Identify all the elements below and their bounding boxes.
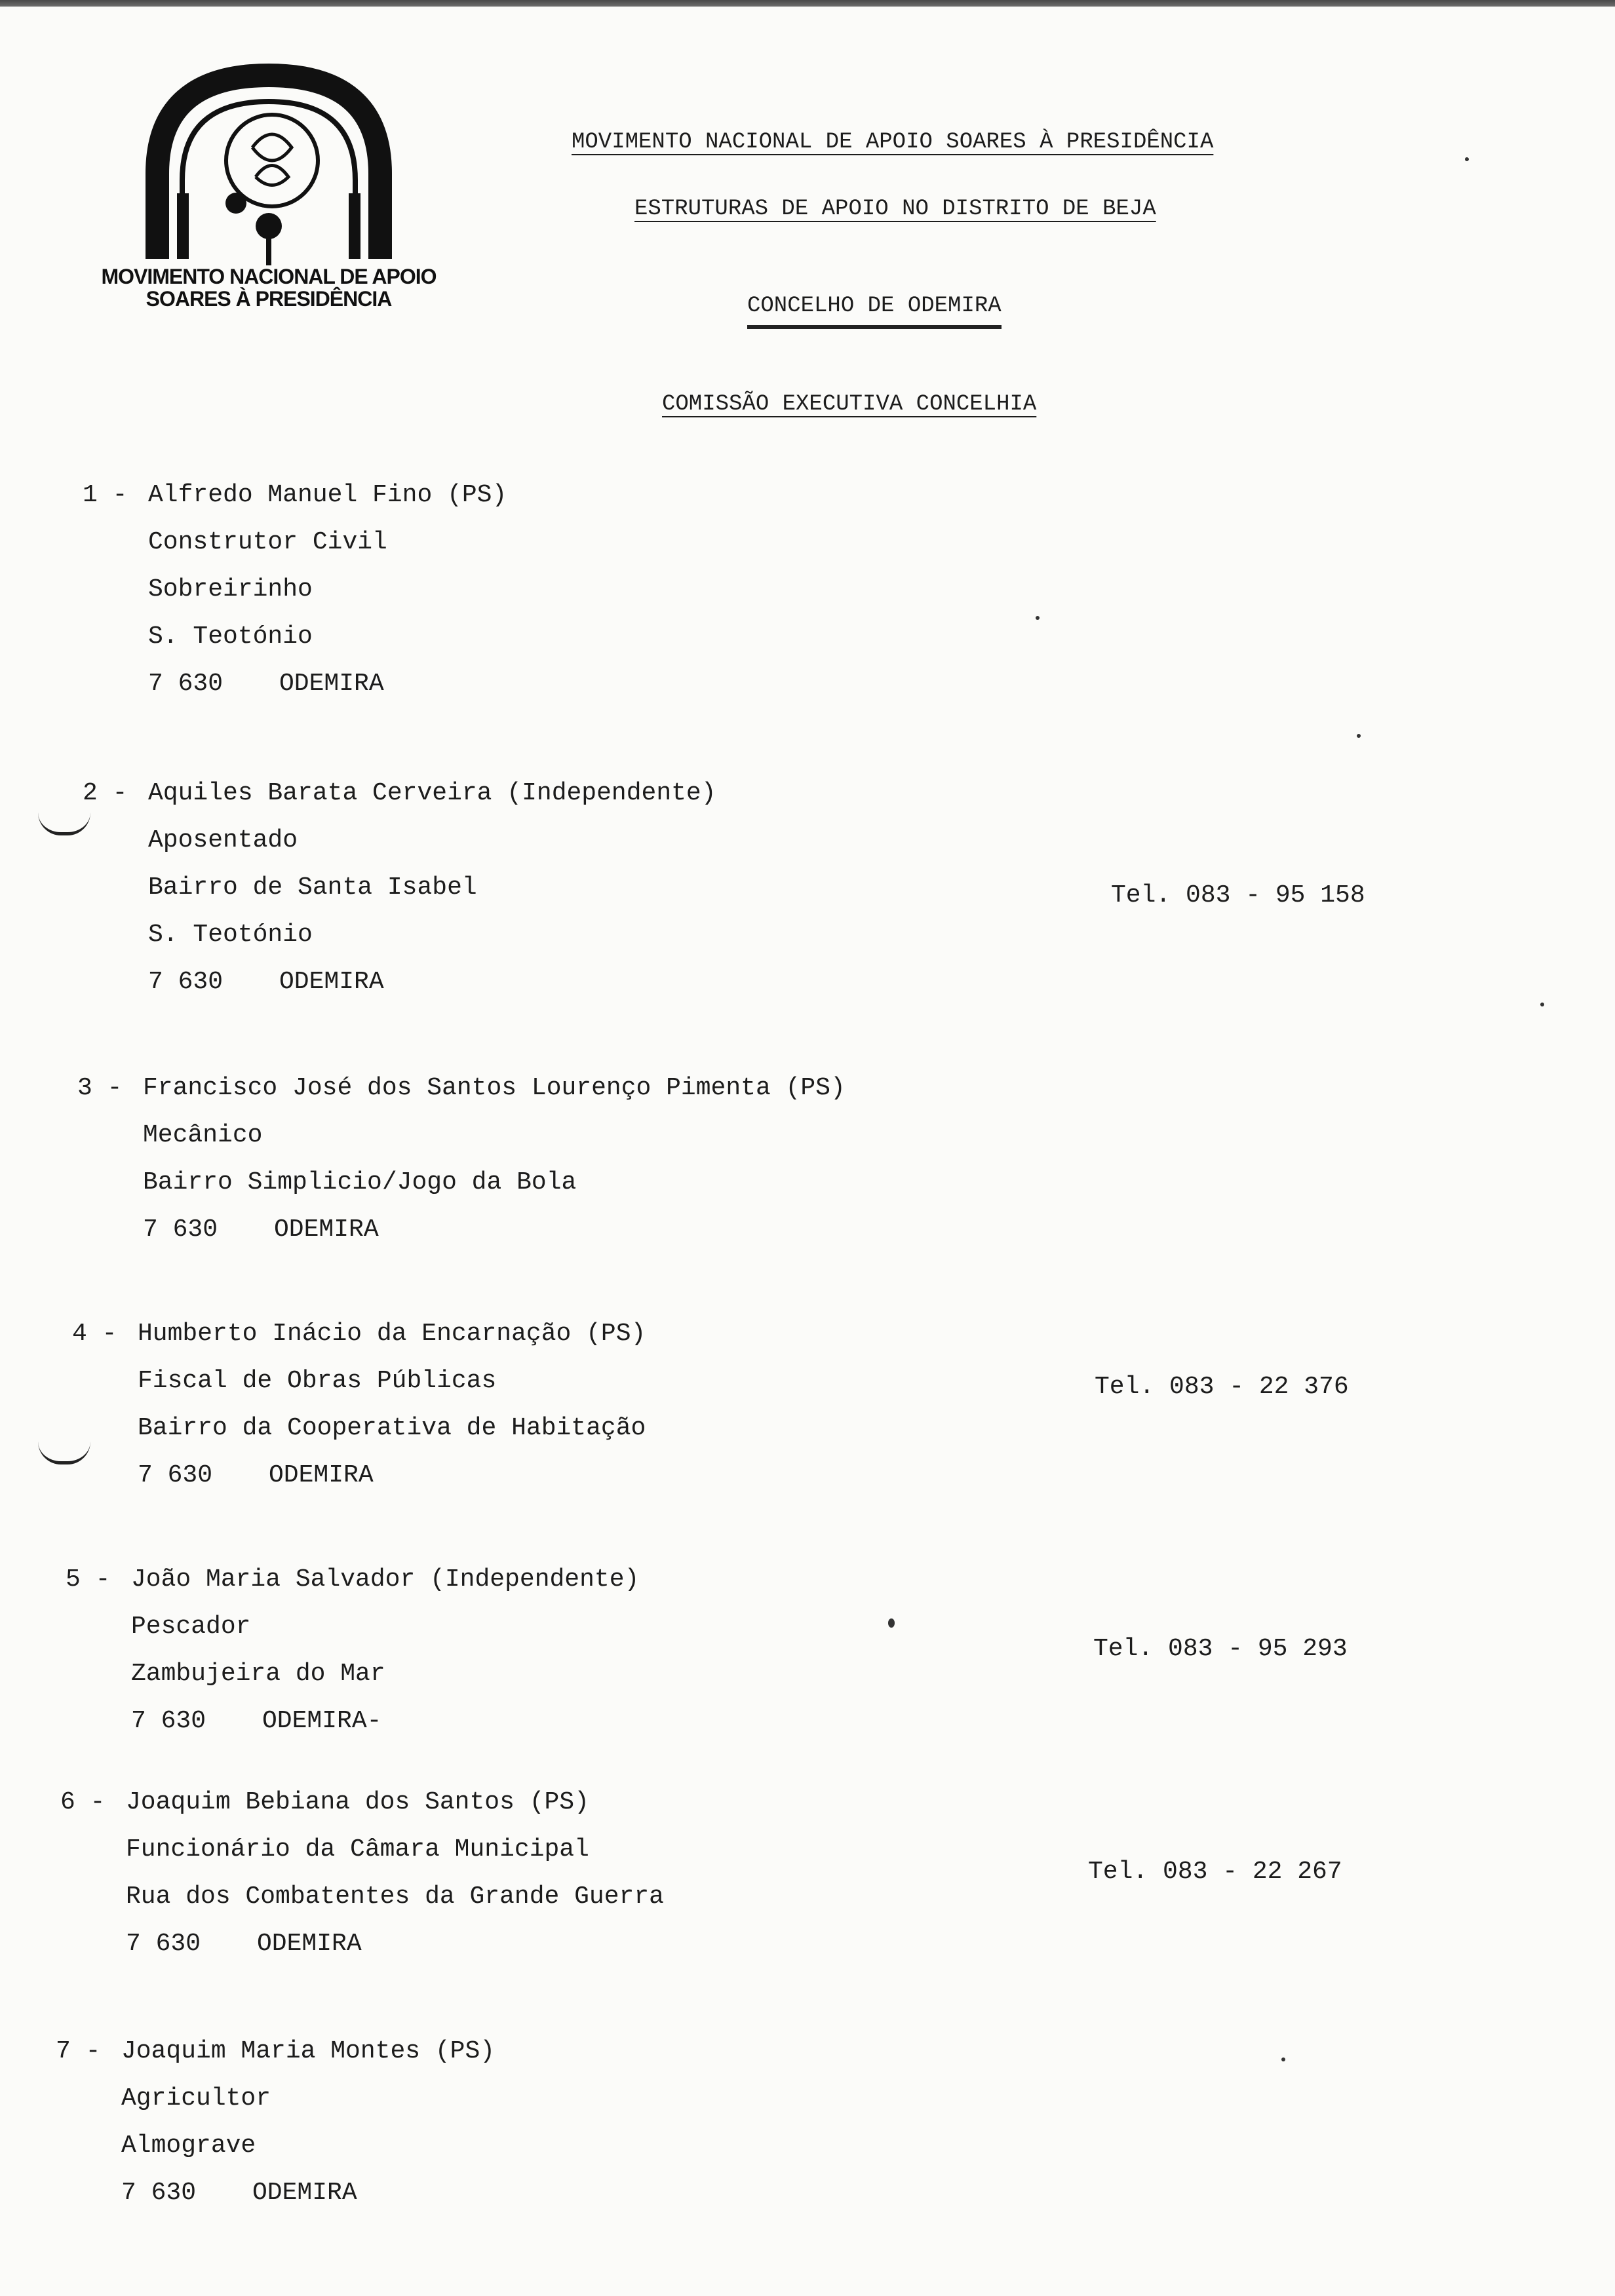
ink-speck: [1465, 157, 1469, 161]
ink-speck: [888, 1618, 895, 1628]
logo-caption: [98, 265, 439, 310]
entry-number: 2 -: [83, 779, 128, 807]
entry-number: 6 -: [60, 1788, 106, 1816]
member-zip: 7 630: [126, 1930, 201, 1958]
member-address: Bairro Simplicio/Jogo da Bola: [143, 1168, 577, 1196]
member-city: ODEMIRA: [269, 1461, 374, 1489]
member-address: Bairro da Cooperativa de Habitação: [138, 1414, 646, 1442]
entry-number: 1 -: [83, 481, 128, 509]
member-occupation: Mecânico: [143, 1121, 263, 1149]
ink-speck: [1540, 1003, 1544, 1006]
member-zip: 7 630: [121, 2179, 197, 2207]
commission-heading: COMISSÃO EXECUTIVA CONCELHIA: [662, 392, 1037, 417]
member-occupation: Agricultor: [121, 2084, 271, 2113]
member-occupation: Funcionário da Câmara Municipal: [126, 1835, 589, 1864]
ink-speck: [1281, 2057, 1285, 2061]
member-address: Bairro de Santa Isabel: [148, 873, 477, 902]
concelho-heading: CONCELHO DE ODEMIRA: [747, 294, 1002, 329]
top-edge-line: [0, 0, 1615, 7]
member-name: Alfredo Manuel Fino (PS): [148, 481, 507, 509]
member-name: Joaquim Bebiana dos Santos (PS): [126, 1788, 589, 1816]
member-zip: 7 630: [143, 1215, 218, 1244]
member-zip: 7 630: [131, 1707, 206, 1735]
member-entry-3: [77, 1065, 846, 1253]
member-name: Aquiles Barata Cerveira (Independente): [148, 779, 716, 807]
logo-emblem-icon: [98, 62, 439, 272]
member-occupation: Construtor Civil: [148, 528, 387, 556]
member-city: ODEMIRA-: [262, 1707, 382, 1735]
entry-number: 4 -: [72, 1320, 117, 1348]
member-occupation: Fiscal de Obras Públicas: [138, 1367, 497, 1395]
member-entry-6: [60, 1779, 664, 1968]
member-occupation: Pescador: [131, 1613, 251, 1641]
member-city: ODEMIRA: [279, 670, 384, 698]
member-phone-4: Tel. 083 - 22 376: [1095, 1373, 1349, 1401]
ink-speck: [1036, 616, 1040, 620]
member-entry-2: [83, 770, 716, 1006]
document-subtitle: ESTRUTURAS DE APOIO NO DISTRITO DE BEJA: [634, 197, 1156, 221]
entry-number: 7 -: [56, 2037, 101, 2065]
logo-caption-line2: SOARES À PRESIDÊNCIA: [146, 287, 392, 311]
member-address: Sobreirinho: [148, 575, 313, 603]
member-city: ODEMIRA: [279, 968, 384, 996]
ink-speck: [1357, 734, 1361, 738]
member-name: Francisco José dos Santos Lourenço Pimenta (PS): [143, 1074, 846, 1102]
logo-caption-line1: MOVIMENTO NACIONAL DE APOIO: [101, 265, 437, 288]
member-phone-2: Tel. 083 - 95 158: [1111, 881, 1365, 909]
member-entry-4: [72, 1311, 646, 1499]
member-zip: 7 630: [148, 968, 224, 996]
member-entry-1: [83, 472, 507, 708]
member-phone-5: Tel. 083 - 95 293: [1093, 1635, 1348, 1663]
member-city: ODEMIRA: [257, 1930, 362, 1958]
document-title: MOVIMENTO NACIONAL DE APOIO SOARES À PRESIDÊNCIA: [572, 130, 1214, 155]
member-entry-7: [56, 2028, 495, 2217]
member-locality: S. Teotónio: [148, 622, 313, 651]
masp-logo: [98, 62, 439, 324]
member-occupation: Aposentado: [148, 826, 298, 854]
entry-number: 3 -: [77, 1074, 123, 1102]
member-zip: 7 630: [138, 1461, 213, 1489]
member-name: Joaquim Maria Montes (PS): [121, 2037, 496, 2065]
member-name: João Maria Salvador (Independente): [131, 1565, 640, 1594]
member-locality: S. Teotónio: [148, 921, 313, 949]
member-city: ODEMIRA: [274, 1215, 379, 1244]
member-phone-6: Tel. 083 - 22 267: [1088, 1858, 1342, 1886]
member-address: Almograve: [121, 2132, 256, 2160]
member-address: Rua dos Combatentes da Grande Guerra: [126, 1883, 664, 1911]
member-address: Zambujeira do Mar: [131, 1660, 385, 1688]
member-entry-5: [66, 1556, 639, 1745]
member-city: ODEMIRA: [252, 2179, 357, 2207]
member-name: Humberto Inácio da Encarnação (PS): [138, 1320, 646, 1348]
member-zip: 7 630: [148, 670, 224, 698]
entry-number: 5 -: [66, 1565, 111, 1594]
